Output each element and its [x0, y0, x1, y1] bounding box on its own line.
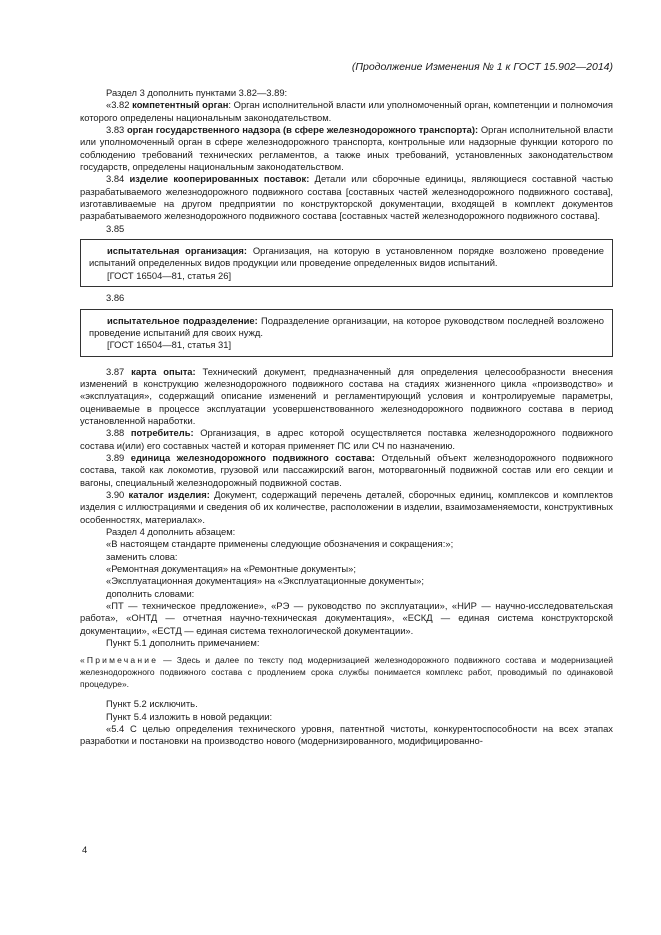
section-3-intro: Раздел 3 дополнить пунктами 3.82—3.89:	[106, 87, 288, 98]
clause-3-86: испытательное подразделение: Подразделение организации, на которое руководством последней возложено проведение испытаний для своих нужд.	[89, 314, 604, 338]
clause-3-85-number: 3.85	[106, 222, 125, 234]
clause-3-83: 3.83 орган государственного надзора (в сфере железнодорожного транспорта): Орган исполнительной власти или уполномоченный орган в сфере железнодорожного транспорта, контрольные или надзорные функции которого по соблюдению требований технических регламентов, а также иных требований, установленных законодательством государств, определены национальным законодательством.	[80, 124, 613, 173]
replace-1: «Ремонтная документация» на «Ремонтные документы»;	[106, 563, 356, 575]
item-5-1: Пункт 5.1 дополнить примечанием:	[106, 637, 260, 649]
clause-3-88: 3.88 потребитель: Организация, в адрес которой осуществляется поставка железнодорожного подвижного состава и(или) его составных частей и которая применяет ПС или СЧ по назначению.	[80, 427, 613, 451]
term-3-90: каталог изделия:	[128, 488, 210, 500]
term-3-89: единица железнодорожного подвижного состава:	[130, 451, 375, 463]
note-label: «Примечание	[80, 655, 159, 666]
replace-2: «Эксплуатационная документация» на «Эксплуатационные документы»;	[106, 575, 424, 587]
term-3-86: испытательное подразделение:	[107, 314, 258, 326]
page-header: (Продолжение Изменения № 1 к ГОСТ 15.902—2014)	[351, 61, 613, 73]
term-3-88: потребитель:	[130, 427, 194, 439]
clause-3-89: 3.89 единица железнодорожного подвижного состава: Отдельный объект железнодорожного подвижного состава, такой как локомотив, грузовой или пассажирский вагон, моторвагонный подвижной состав или его секции и вагоны, специальный железнодорожный подвижной состав.	[80, 451, 613, 488]
term-3-82: компетентный орган	[132, 99, 229, 111]
note-block	[80, 655, 613, 690]
term-3-83: орган государственного надзора (в сфере железнодорожного транспорта):	[126, 124, 479, 136]
replace-words: заменить слова:	[106, 550, 178, 562]
clause-3-87: 3.87 карта опыта: Технический документ, предназначенный для определения целесообразности внесения изменений в конструкцию железнодорожного подвижного состава на стадиях жизненного цикла «производство» и «эксплуатация», содержащий описание изменений и регламентирующий условия и контролируемые параметры, оцениваемые в процессе эксплуатации усовершенствованного железнодорожного подвижного состава в период установленной наработки.	[80, 365, 614, 426]
item-5-4: Пункт 5.4 изложить в новой редакции:	[106, 710, 273, 722]
reference-3-85: [ГОСТ 16504—81, статья 26]	[107, 269, 232, 281]
page-number: 4	[82, 844, 88, 855]
abbreviations-list: «ПТ — техническое предложение», «РЭ — руководство по эксплуатации», «НИР — научно-исследовательская работа», «ОНТД — отчетная научно-техническая документация», «ЕСКД — единая система конструкторской документации», «ЕСТД — единая система технологической документации».	[80, 600, 613, 636]
clause-3-82: «3.82 компетентный орган: Орган исполнительной власти или уполномоченный орган, компетенции и полномочия которого определены национальным законодательством.	[80, 99, 613, 123]
item-5-2: Пункт 5.2 исключить.	[106, 698, 198, 710]
term-3-85: испытательная организация:	[107, 245, 248, 257]
clause-3-90: 3.90 каталог изделия: Документ, содержащий перечень деталей, сборочных единиц, комплексов и комплектов изделия с иллюстрациями и сведения об их количестве, расположении в изделии, взаимозаменяемости, конструктивных особенностях, материалах».	[80, 488, 613, 525]
reference-3-86: [ГОСТ 16504—81, статья 31]	[107, 339, 232, 351]
clause-3-84: 3.84 изделие кооперированных поставок: Детали или сборочные единицы, являющиеся составной частью разрабатываемого железнодорожного подвижного состава [составных частей железнодорожного подвижного состава], изготавливаемые на другом предприятии по конструкторской документации, входящей в комплект документов разрабатываемого железнодорожного подвижного состава [составных частей железнодорожного подвижного состава].	[80, 173, 613, 222]
term-3-84: изделие кооперированных поставок:	[129, 173, 310, 185]
clause-3-85: испытательная организация: Организация, на которую в установленном порядке возложено проведение испытаний определенных видов продукции или проведение определенных видов испытаний.	[89, 245, 604, 269]
note: «Примечание — Здесь и далее по тексту под модернизацией железнодорожного подвижного состава и модернизацией железнодорожного подвижного состава с продлением срока службы понимается комплекс работ, проводимый по одинаковой процедуре».	[80, 655, 613, 689]
clause-3-86-number: 3.86	[106, 292, 125, 304]
document-body	[80, 87, 613, 748]
clause-3-86-box	[80, 309, 613, 357]
term-3-87: карта опыта:	[131, 365, 196, 377]
abbreviations-intro: «В настоящем стандарте применены следующие обозначения и сокращения:»;	[106, 538, 454, 550]
clause-5-4: «5.4 С целью определения технического уровня, патентной чистоты, конкурентоспособности на всех этапах разработки и постановки на производство нового (модернизированного, модифицированно-	[80, 722, 613, 747]
section-4-intro: Раздел 4 дополнить абзацем:	[106, 526, 236, 537]
clause-3-85-box	[80, 239, 613, 287]
add-words: дополнить словами:	[106, 587, 195, 599]
